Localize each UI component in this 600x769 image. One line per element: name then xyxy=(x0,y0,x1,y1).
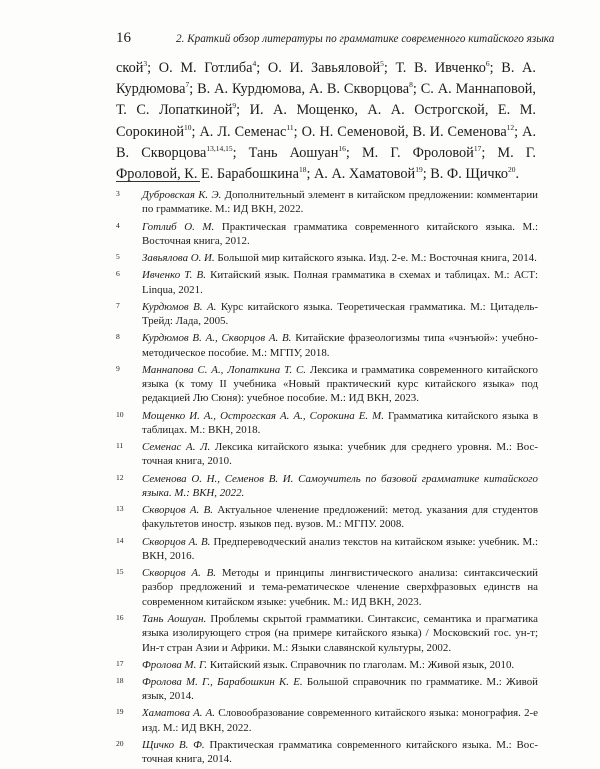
body-text-segment: ; М. Г. Фроловой, К. Е. Барабошкина xyxy=(116,144,536,183)
footnote-reference: 6 xyxy=(485,59,490,68)
body-text-segment: ; Тань Аошуан xyxy=(232,144,339,161)
body-text-segment: ; О. И. Завьяловой xyxy=(256,60,381,76)
footnote-text: Китайский язык. Справочник по глаголам. М.: Живой язык, 2010. xyxy=(209,658,515,671)
footnote-text: Лексика китайского языка: учебник для среднего уровня. М.: Восточная книга, 2010. xyxy=(142,441,538,468)
footnote-text: Китайский язык. Полная грамматика в схемах и таблицах. М.: АСТ: Linqua, 2021. xyxy=(142,269,538,296)
footnote-text: Словообразование современного китайского языка: монография. 2-е изд. М.: ИД ВКН, 2022. xyxy=(142,707,538,734)
footnote-item xyxy=(116,535,538,564)
footnote-number: 4 xyxy=(116,220,120,230)
footnote-item xyxy=(116,503,538,532)
body-text-segment: ; В. Ф. Щичко xyxy=(422,166,508,183)
footnote-author: Готлиб О. М. xyxy=(142,220,215,233)
footnote-reference: 16 xyxy=(338,143,346,153)
body-text-segment: ; А. В. Скворцова xyxy=(116,123,537,161)
footnote-item xyxy=(116,472,538,501)
footnote-author: Мощенко И. А., Острогская А. А., Сорокина Е. М. xyxy=(142,409,384,422)
body-text-segment: ; А. А. Хаматовой xyxy=(306,166,416,183)
footnote-number: 10 xyxy=(116,409,124,419)
footnote-number: 9 xyxy=(116,363,120,373)
footnote-text: Актуальное членение предложений: метод. указания для студентов факультетов иностр. языков пед. вузов. М.: МГПУ. 2008. xyxy=(142,504,539,531)
footnote-number: 15 xyxy=(116,567,124,576)
footnote-author: Курдюмов В. А., Скворцов А. В. xyxy=(142,332,292,345)
footnote-author: Курдюмов В. А. xyxy=(142,300,217,313)
body-text-segment: ; С. А. Маннаповой, Т. С. Лопаткиной xyxy=(116,81,536,119)
footnote-reference: 20 xyxy=(508,165,516,175)
footnote-item xyxy=(116,220,538,249)
footnote-reference: 5 xyxy=(380,59,384,68)
footnote-item xyxy=(116,268,538,297)
footnote-author: Маннапова С. А., Лопаткина Т. С. xyxy=(142,363,307,376)
footnote-number: 13 xyxy=(116,504,124,513)
footnote-text: Лексика и грамматика современного китайского языка (к тому II учебника «Новый практический курс китайского языка» под редакцией Лю Сюня): учебное пособие. М.: ИД ВКН, 2023. xyxy=(142,363,538,405)
body-text-segment: ; И. А. Мощенко, А. А. Острогской, Е. М. Сорокиной xyxy=(116,102,536,140)
footnote-number: 11 xyxy=(116,441,124,450)
footnote-reference: 3 xyxy=(143,59,148,68)
footnote-number: 3 xyxy=(116,189,120,198)
footnote-number: 20 xyxy=(116,738,124,748)
footnote-reference: 9 xyxy=(232,101,237,111)
footnote-author: Хаматова А. А. xyxy=(142,707,215,720)
footnote-item xyxy=(116,440,538,469)
running-title: 2. Краткий обзор литературы по грамматике современного китайского языка xyxy=(176,33,555,45)
footnote-number: 6 xyxy=(116,269,120,279)
body-text-segment: ; М. Г. Фроловой xyxy=(345,144,474,161)
footnote-number: 17 xyxy=(116,658,124,668)
footnote-reference: 10 xyxy=(184,122,192,132)
footnote-author: Семенас А. Л. xyxy=(142,441,211,453)
footnote-number: 19 xyxy=(116,707,124,717)
footnote-author: Завьялова О. И. xyxy=(142,252,215,264)
footnote-author: Семенова О. Н., Семенов В. И. xyxy=(142,472,294,485)
footnote-item xyxy=(116,738,538,767)
footnote-author: Скворцов А. В. xyxy=(142,504,213,516)
body-text-segment: ской xyxy=(116,60,144,76)
footnote-reference: 12 xyxy=(506,122,515,132)
footnote-text: Курс китайского языка. Теоретическая грамматика. М.: Цитадель-Трейд: Лада, 2005. xyxy=(142,300,538,327)
footnote-author: Скворцов А. В. xyxy=(142,535,211,548)
footnote-text: Предпереводческий анализ текстов на китайском языке: учебник. М.: ВКН, 2016. xyxy=(142,535,538,562)
footnote-number: 18 xyxy=(116,675,124,685)
footnote-reference: 18 xyxy=(298,165,307,175)
footnote-author: Щичко В. Ф. xyxy=(142,738,205,751)
footnote-reference: 4 xyxy=(252,59,257,68)
footnote-item xyxy=(116,566,538,609)
footnote-author: Скворцов А. В. xyxy=(142,567,216,579)
footnote-number: 12 xyxy=(116,472,124,482)
footnote-item xyxy=(116,706,538,735)
footnote-text: Методы и принципы лингвистического анализа: синтаксический разбор предложений и тема-рематическое членение сверхфразовых единств на современном китайском языке: учебник. М.: ИД ВКН, 2023. xyxy=(142,567,538,608)
body-paragraph xyxy=(116,58,536,185)
footnote-item xyxy=(116,363,538,406)
footnote-text: Самоучитель по базовой грамматике китайского языка. М.: ВКН, 2022. xyxy=(142,472,538,499)
footnote-reference: 17 xyxy=(473,143,482,153)
footnote-item xyxy=(116,331,538,360)
body-text-segment: ; Т. В. Ивченко xyxy=(383,60,486,76)
footnote-item xyxy=(116,658,538,672)
footnote-text: Практическая грамматика современного китайского языка. М.: Восточная книга, 2012. xyxy=(142,220,538,247)
footnote-reference: 13,14,15 xyxy=(206,143,233,153)
footnote-item xyxy=(116,612,538,655)
footnote-author: Ивченко Т. В. xyxy=(142,269,206,282)
footnote-reference: 19 xyxy=(415,165,423,175)
footnote-number: 16 xyxy=(116,612,124,622)
footnote-text: Китайские фразеологизмы типа «чэнъюй»: учебно-методическое пособие. М.: МГПУ, 2018. xyxy=(142,332,538,359)
footnote-item xyxy=(116,409,538,438)
footnote-author: Фролова М. Г., Барабошкин К. Е. xyxy=(142,675,303,688)
footnote-item xyxy=(116,300,538,329)
footnote-number: 8 xyxy=(116,332,120,342)
footnote-item xyxy=(116,188,538,217)
body-text-segment: ; В. А. Курдюмова xyxy=(116,60,536,98)
footnote-separator xyxy=(116,181,200,182)
footnote-number: 14 xyxy=(116,535,124,545)
body-text-segment: ; А. Л. Семенас xyxy=(191,123,287,140)
body-text-segment: . xyxy=(515,166,520,183)
footnote-number: 7 xyxy=(116,300,120,310)
body-text-segment: ; О. М. Готлиба xyxy=(147,60,253,76)
footnote-item xyxy=(116,675,538,704)
footnote-text: Дополнительный элемент в китайском предложении: комментарии по грамматике. М.: ИД ВКН, 2022. xyxy=(142,189,538,216)
footnote-text: Практическая грамматика современного китайского языка. М.: Восточная книга, 2014. xyxy=(142,738,538,766)
footnote-text: Проблемы скрытой грамматики. Синтаксис, семантика и прагматика языка изолирующего строя (на примере китайского языка) / Московский гос. ун-т; Ин-т стран Азии и Африки. М.: Языки славянской культуры, 2002. xyxy=(142,612,538,654)
footnote-text: Большой справочник по грамматике. М.: Живой язык, 2014. xyxy=(142,675,538,703)
footnote-item xyxy=(116,251,538,265)
footnote-text: Грамматика китайского языка в таблицах. М.: ВКН, 2018. xyxy=(142,409,538,436)
footnote-reference: 7 xyxy=(185,80,190,90)
footnote-text: Большой мир китайского языка. Изд. 2-е. М.: Восточная книга, 2014. xyxy=(217,252,537,264)
footnote-author: Тань Аошуан. xyxy=(142,612,207,625)
footnote-author: Фролова М. Г. xyxy=(142,658,208,671)
footnote-number: 5 xyxy=(116,252,120,261)
footnote-author: Дубровская К. Э. xyxy=(142,189,222,201)
footnote-reference: 8 xyxy=(409,80,413,90)
footnote-reference: 11 xyxy=(286,122,294,132)
body-text-segment: ; О. Н. Семеновой, В. И. Семенова xyxy=(293,123,507,140)
footnote-list xyxy=(116,188,538,769)
body-text-segment: ; В. А. Курдюмова, А. В. Скворцова xyxy=(189,81,410,98)
page-number: 16 xyxy=(116,30,131,46)
